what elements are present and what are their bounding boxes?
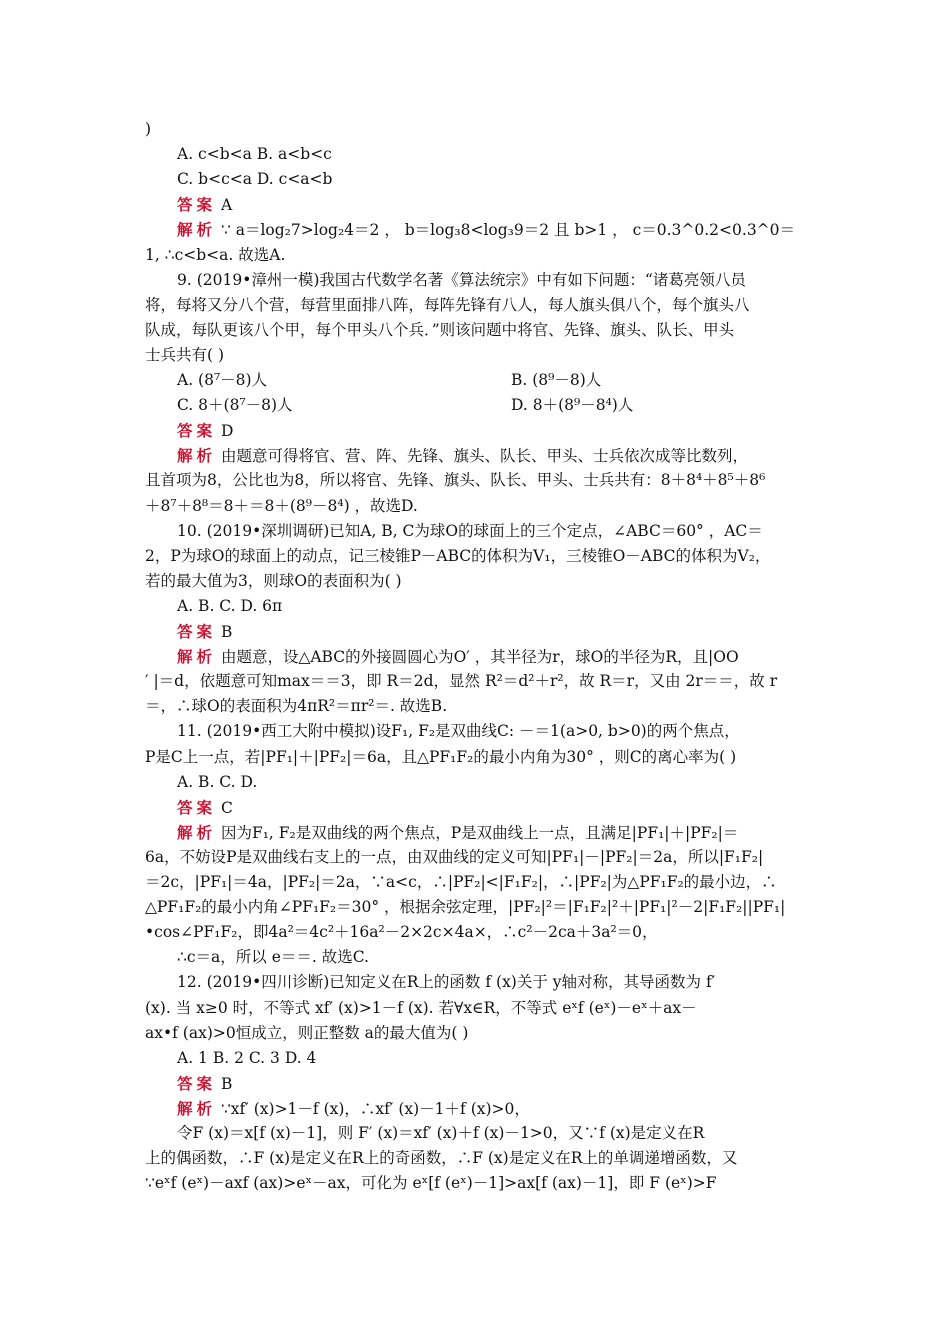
text-line (177, 594, 811, 619)
line-text: ＝2c，|PF₁|＝4a，|PF₂|＝2a，∵a<c，∴|PF₂|<|F₁F₂|，∴|PF₂|为△PF₁F₂的最小边，∴ (145, 873, 777, 891)
text-line (177, 820, 811, 846)
text-line (177, 192, 811, 218)
line-text: (x). 当 x≥0 时，不等式 xf′ (x)>1－f (x). 若∀x∈R，不等式 eˣf (eˣ)－eˣ＋ax－ (145, 998, 697, 1017)
text-line (177, 142, 811, 167)
line-text: ′ |＝d，依题意可知max＝＝3，即 R＝2d，显然 R²＝d²＋r²，故 R＝r，又由 2r＝＝，故 r (145, 672, 778, 691)
section-label: 答案 (177, 1073, 217, 1093)
text-line (145, 318, 811, 343)
text-line (177, 970, 811, 995)
line-text: 若的最大值为3，则球O的表面积为( ) (145, 571, 402, 590)
text-line (177, 418, 811, 444)
text-line (177, 945, 811, 970)
text-line (145, 468, 811, 493)
section-label: 解析 (177, 647, 217, 667)
line-text: 9. (2019•漳州一模)我国古代数学名著《算法统宗》中有如下问题：“诸葛亮领八员 (177, 270, 746, 289)
text-line (177, 795, 811, 821)
line-text: A. c<b<a B. a<b<c (177, 145, 332, 164)
line-text: ＋8⁷＋8⁸＝8＋＝8＋(8⁹－8⁴) ，故选D. (145, 496, 418, 515)
text-line (145, 694, 811, 719)
section-label: 答案 (177, 797, 217, 817)
line-text: ) (145, 120, 152, 138)
option-right-column: B. (8⁹－8)人 (511, 371, 602, 389)
line-text: 由题意可得将官、营、阵、先锋、旗头、队长、甲头、士兵依次成等比数列， (216, 447, 748, 466)
line-text: 将，每将又分八个营，每营里面排八阵，每阵先锋有八人，每人旗头俱八个，每个旗头八 (145, 295, 750, 314)
line-text: 6a，不妨设P是双曲线右支上的一点，由双曲线的定义可知|PF₁|－|PF₂|＝2a，所以|F₁F₂| (145, 847, 764, 866)
text-line (145, 1021, 811, 1046)
text-line (177, 719, 811, 744)
line-text: B (216, 623, 233, 641)
line-text: A. B. C. D. (177, 772, 258, 791)
line-text: 士兵共有( ) (145, 345, 225, 364)
line-text: A (216, 196, 233, 215)
line-text: 10. (2019•深圳调研)已知A, B, C为球O的球面上的三个定点，∠ABC＝60° ，AC＝ (177, 521, 763, 540)
section-label: 解析 (177, 822, 217, 842)
text-line (177, 1071, 811, 1097)
text-line (177, 644, 811, 670)
line-text: A. 1 B. 2 C. 3 D. 4 (177, 1048, 317, 1067)
line-text: △PF₁F₂的最小内角∠PF₁F₂＝30° ，根据余弦定理，|PF₂|²＝|F₁F₂|²＋|PF₁|²－2|F₁F₂||PF₁| (145, 898, 786, 917)
line-text: 因为F₁, F₂是双曲线的两个焦点，P是双曲线上一点，且满足|PF₁|＋|PF₂|＝ (216, 823, 739, 842)
line-text: 12. (2019•四川诊断)已知定义在R上的函数 f (x)关于 y轴对称，其导函数为 f′ (177, 973, 716, 992)
text-line (145, 343, 811, 368)
text-line (177, 167, 811, 192)
line-text: ＝，∴球O的表面积为4πR²＝πr²＝. 故选B. (145, 697, 448, 716)
text-line (145, 669, 811, 694)
text-line (177, 393, 811, 418)
line-text: ∵ a＝log₂7>log₂4＝2 ， b＝log₃8<log₃9＝2 且 b>1 ， c＝0.3^0.2<0.3^0＝ (216, 221, 796, 240)
text-line (145, 920, 811, 945)
text-line (177, 217, 811, 243)
text-line (177, 770, 811, 795)
section-label: 解析 (177, 220, 217, 240)
text-line (177, 619, 811, 645)
line-text: C (216, 798, 233, 817)
section-label: 解析 (177, 1098, 217, 1118)
line-text: ∵eˣf (eˣ)－axf (ax)>eˣ－ax，可化为 eˣ[f (eˣ)－1]>ax[f (ax)－1]，即 F (eˣ)>F (145, 1174, 717, 1193)
option-right-column: D. 8＋(8⁹－8⁴)人 (511, 396, 634, 415)
line-text: P是C上一点，若|PF₁|＋|PF₂|＝6a，且△PF₁F₂的最小内角为30° ，则C的离心率为( ) (145, 747, 737, 766)
line-text: 2，P为球O的球面上的动点，记三棱锥P－ABC的体积为V₁，三棱锥O－ABC的体积为V₂， (145, 546, 771, 565)
text-line (145, 745, 811, 770)
text-line (145, 845, 811, 870)
line-text: A. B. C. D. 6π (177, 596, 283, 615)
text-line (177, 368, 811, 393)
section-label: 答案 (177, 622, 217, 641)
text-line (177, 268, 811, 293)
line-text: •cos∠PF₁F₂，即4a²＝4c²＋16a²－2×2c×4a×，∴c²－2ca＋3a²＝0， (145, 923, 658, 942)
text-line (145, 870, 811, 895)
line-text: 上的偶函数，∴F (x)是定义在R上的奇函数，∴F (x)是定义在R上的单调递增函数，又 (145, 1149, 738, 1168)
text-line (177, 443, 811, 469)
line-text: C. 8＋(8⁷－8)人 (177, 396, 293, 415)
line-text: C. b<c<a D. c<a<b (177, 170, 333, 189)
text-line (177, 1046, 811, 1071)
text-line (145, 569, 811, 594)
text-line (177, 519, 811, 544)
text-line (145, 293, 811, 318)
line-text: D (216, 422, 234, 441)
line-text: B (216, 1074, 233, 1093)
text-line (177, 1121, 811, 1146)
section-label: 解析 (177, 446, 217, 466)
text-line (145, 117, 811, 142)
line-text: 队成，每队更该八个甲，每个甲头八个兵．”则该问题中将官、先锋、旗头、队长、甲头 (145, 320, 735, 339)
line-text: ∵xf′ (x)>1－f (x)，∴xf′ (x)－1＋f (x)>0， (216, 1099, 530, 1118)
line-text: 11. (2019•西工大附中模拟)设F₁, F₂是双曲线C: －＝1(a>0, b>0)的两个焦点， (177, 722, 740, 741)
line-text: 由题意，设△ABC的外接圆圆心为O′ ，其半径为r，球O的半径为R，且|OO (216, 648, 739, 667)
line-text: 且首项为8，公比也为8，所以将官、先锋、旗头、队长、甲头、士兵共有：8＋8⁴＋8⁵＋8⁶ (145, 471, 766, 490)
text-line (145, 494, 811, 519)
line-text: ax•f (ax)>0恒成立，则正整数 a的最大值为( ) (145, 1023, 469, 1042)
text-line (145, 243, 811, 268)
text-line (145, 1146, 811, 1171)
line-text: 令F (x)＝x[f (x)－1]，则 F′ (x)＝xf′ (x)＋f (x)－1>0，又∵f (x)是定义在R (177, 1124, 705, 1142)
text-line (145, 1171, 811, 1196)
line-text: A. (8⁷－8)人 (177, 371, 268, 389)
text-line (145, 544, 811, 569)
line-text: ∴c＝a，所以 e＝＝. 故选C. (177, 948, 369, 967)
text-line (145, 996, 811, 1021)
section-label: 答案 (177, 421, 217, 441)
line-text: 1, ∴c<b<a. 故选A. (145, 245, 286, 264)
section-label: 答案 (177, 195, 217, 215)
text-line (177, 1096, 811, 1122)
text-line (145, 895, 811, 920)
